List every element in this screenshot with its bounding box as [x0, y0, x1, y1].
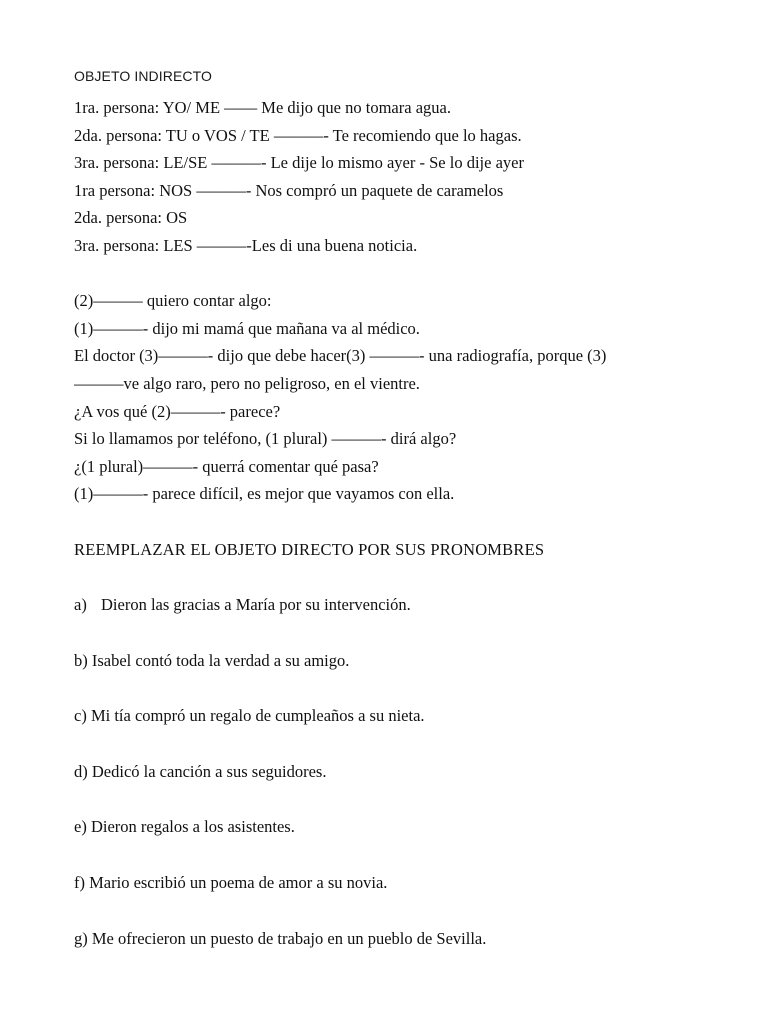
- pronoun-line: 2da. persona: OS: [74, 208, 188, 228]
- pronoun-line: 2da. persona: TU o VOS / TE ———- Te recomiendo que lo hagas.: [74, 125, 522, 145]
- exercise-line: El doctor (3)———- dijo que debe hacer(3) ———- una radiografía, porque (3): [74, 346, 607, 366]
- exercise-line: ———ve algo raro, pero no peligroso, en el vientre.: [74, 373, 420, 393]
- exercise-item: [74, 702, 708, 730]
- exercise-item: [74, 647, 708, 675]
- item-marker: a): [74, 595, 87, 615]
- section-title-indirect-object: OBJETO INDIRECTO: [74, 68, 212, 84]
- item-text: d) Dedicó la canción a sus seguidores.: [74, 761, 327, 781]
- pronoun-line: 3ra. persona: LES ———-Les di una buena noticia.: [74, 235, 418, 255]
- exercise-item: [74, 813, 708, 841]
- pronoun-line: 1ra persona: NOS ———- Nos compró un paquete de caramelos: [74, 180, 504, 200]
- exercise-line: Si lo llamamos por teléfono, (1 plural) ———- dirá algo?: [74, 429, 457, 449]
- item-text: g) Me ofrecieron un puesto de trabajo en un pueblo de Sevilla.: [74, 928, 487, 948]
- exercise-item: [74, 869, 708, 897]
- fill-in-exercise: [74, 287, 708, 508]
- exercise-line: ¿A vos qué (2)———- parece?: [74, 401, 281, 421]
- exercise-item: [74, 591, 708, 619]
- pronoun-line: 3ra. persona: LE/SE ———- Le dije lo mismo ayer - Se lo dije ayer: [74, 153, 524, 173]
- item-text: b) Isabel contó toda la verdad a su amigo.: [74, 650, 350, 670]
- exercise-item: [74, 925, 708, 953]
- spacer: [74, 508, 708, 536]
- exercise-line: (1)———- parece difícil, es mejor que vayamos con ella.: [74, 484, 455, 504]
- replacement-exercise-list: [74, 591, 708, 952]
- item-text: f) Mario escribió un poema de amor a su novia.: [74, 873, 388, 893]
- exercise-line: (1)———- dijo mi mamá que mañana va al médico.: [74, 318, 420, 338]
- section-title-direct-object: REEMPLAZAR EL OBJETO DIRECTO POR SUS PRONOMBRES: [74, 539, 545, 559]
- item-text: c) Mi tía compró un regalo de cumpleaños a su nieta.: [74, 706, 425, 726]
- item-text: Dieron las gracias a María por su intervención.: [101, 595, 411, 615]
- exercise-line: (2)——— quiero contar algo:: [74, 291, 272, 311]
- item-text: e) Dieron regalos a los asistentes.: [74, 817, 295, 837]
- pronoun-line: 1ra. persona: YO/ ME —— Me dijo que no tomara agua.: [74, 98, 451, 117]
- pronoun-person-list: [74, 94, 708, 260]
- exercise-line: ¿(1 plural)———- querrá comentar qué pasa?: [74, 456, 379, 476]
- exercise-item: [74, 758, 708, 786]
- spacer: [74, 260, 708, 288]
